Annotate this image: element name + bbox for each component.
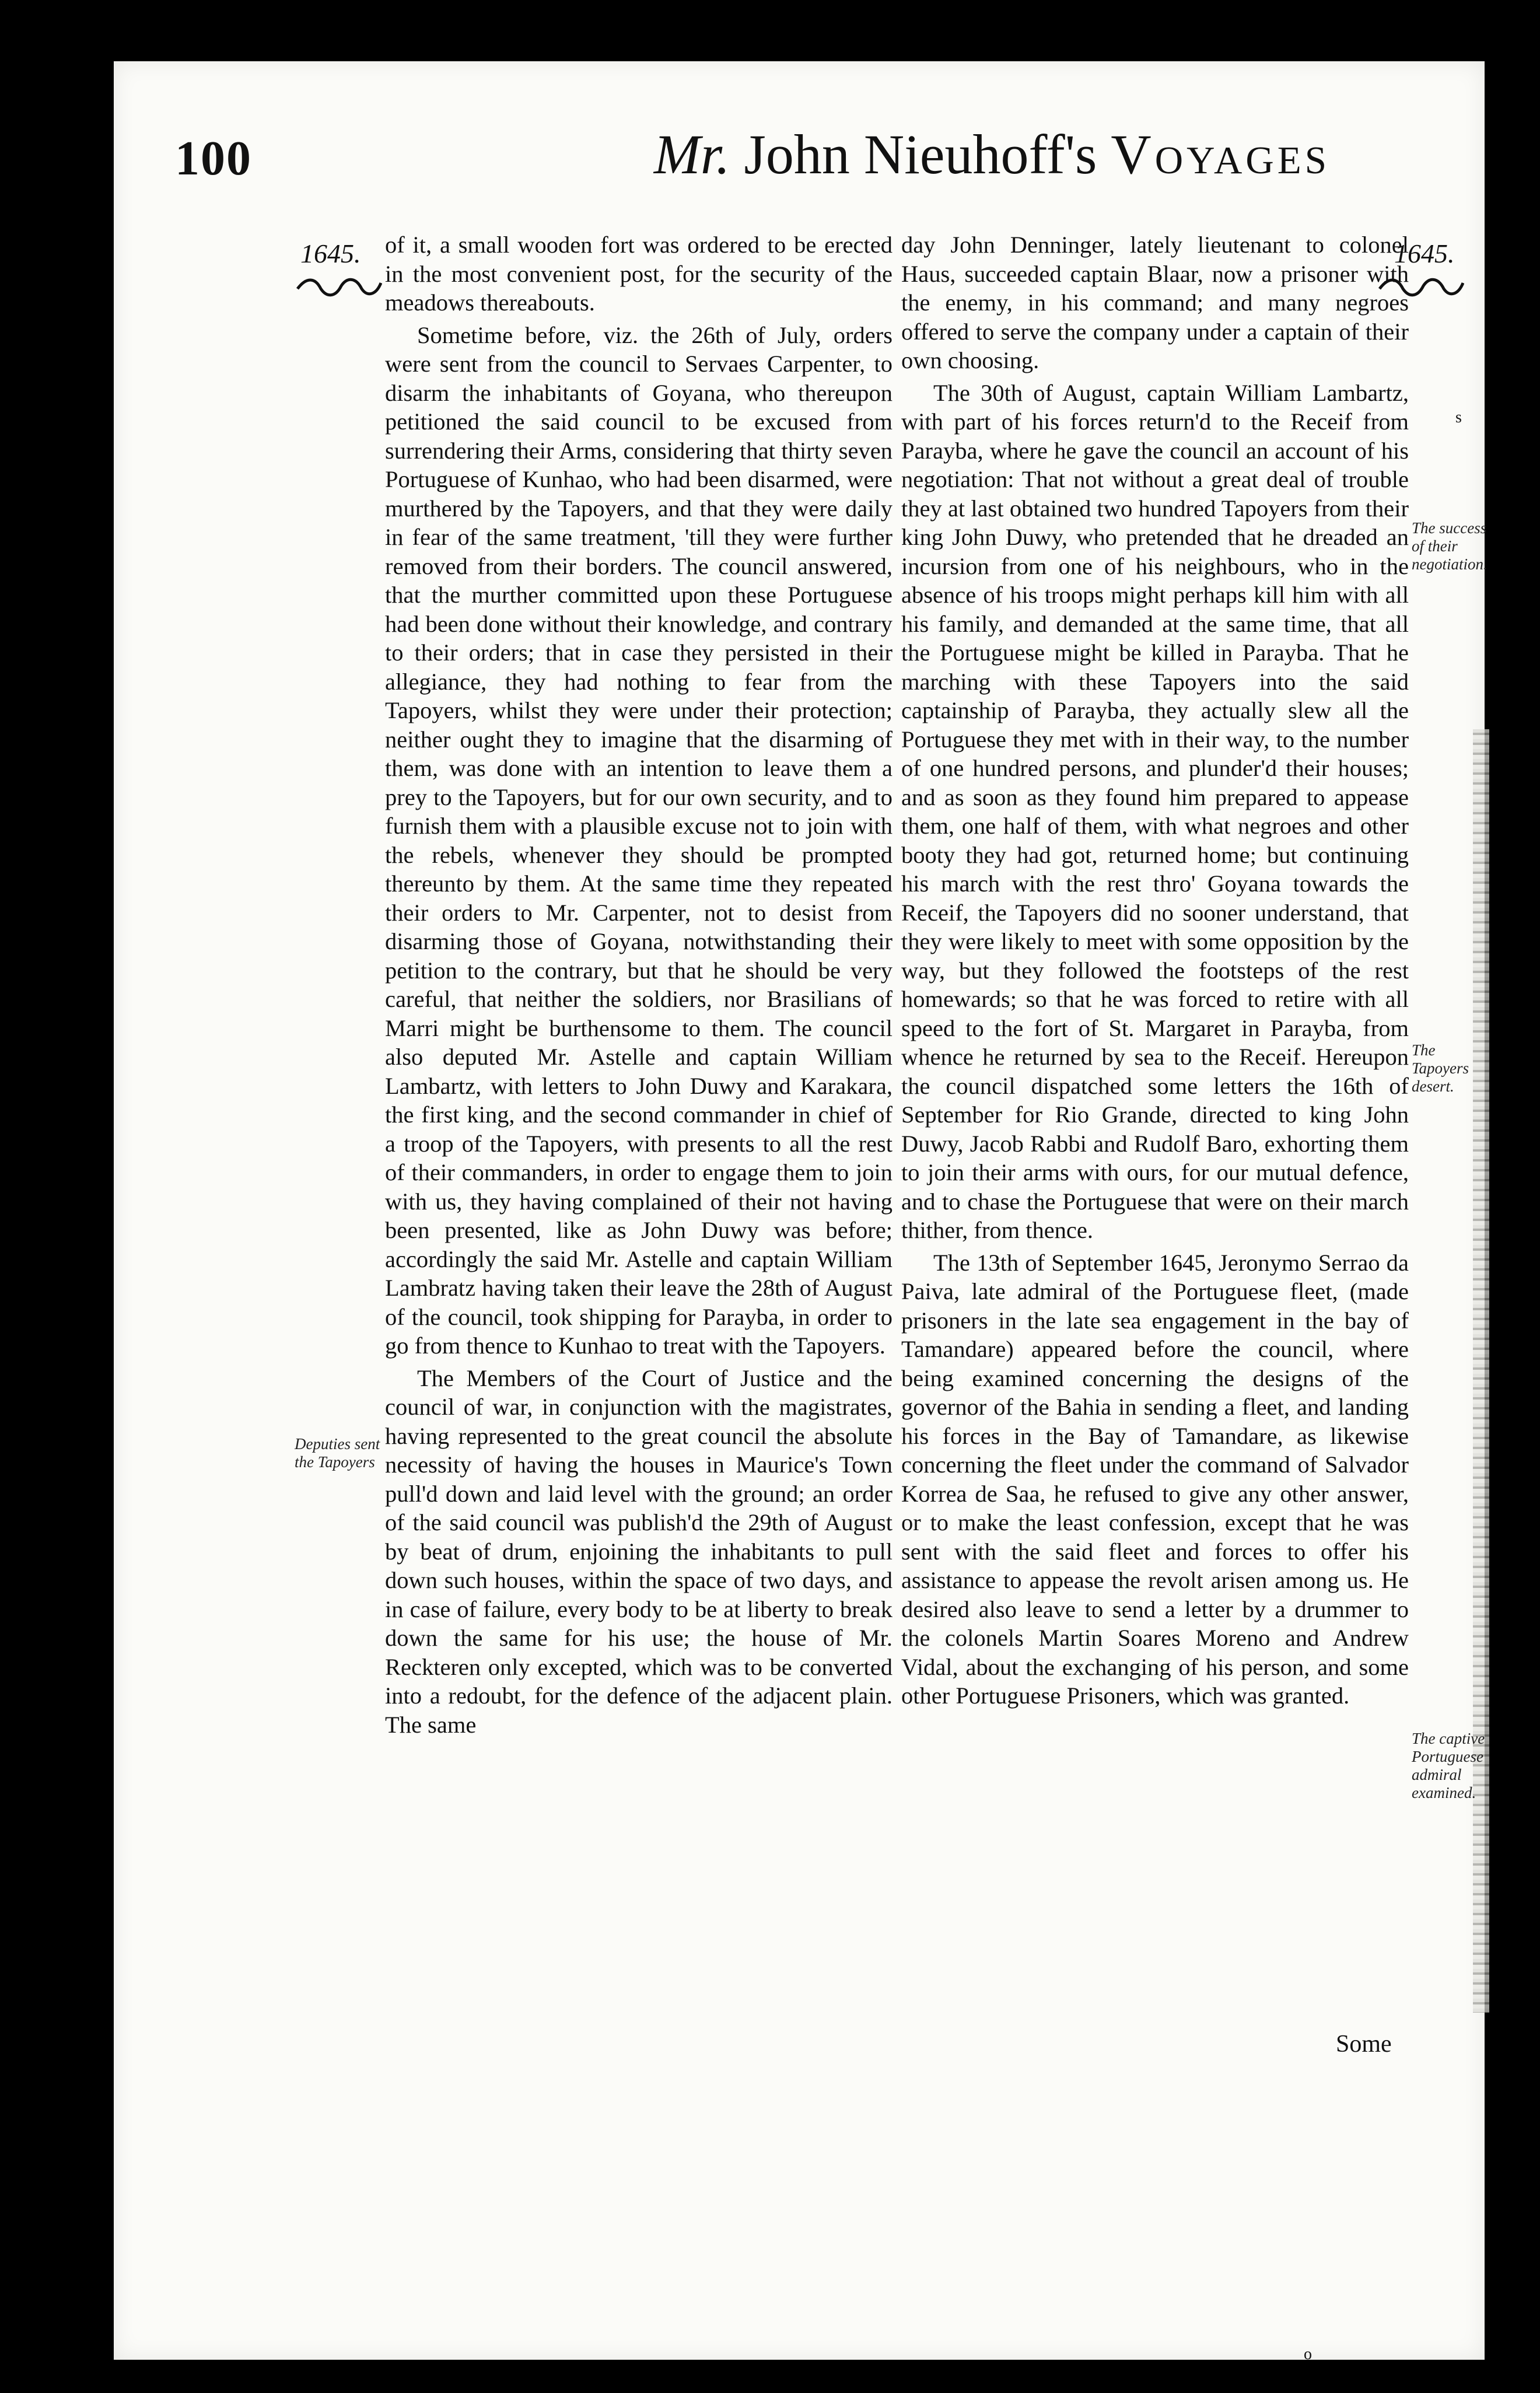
left-column (385, 230, 892, 1739)
margin-note-success: The success of their negotiation. (1412, 519, 1488, 573)
right-paragraph-3: The 13th of September 1645, Jeronymo Serrao da Paiva, late admiral of the Portuguese fleet, (made prisoners in the late sea engagement in the bay of Tamandare) appeared before the council, where being examined concerning the designs of the governor of the Bahia in sending a fleet, and landing his forces in the Bay of Tamandare, as likewise concerning the fleet under the command of Salvador Korrea de Saa, he refused to give any other answer, or to make the least confession, except that he was sent with the said fleet and forces to offer his assistance to appease the revolt arisen among us. He desired also leave to send a letter by a drummer to the colonels Martin Soares Moreno and Andrew Vidal, about the exchanging of his person, and some other Portuguese Prisoners, which was granted. (901, 1249, 1409, 1709)
side-year-left: 1645. (300, 239, 361, 268)
right-column (901, 230, 1409, 1710)
left-paragraph-2: Sometime before, viz. the 26th of July, orders were sent from the council to Servaes Carpenter, to disarm the inhabitants of Goyana, who thereupon petitioned the said council to be excused from surrendering their Arms, considering that thirty seven Portuguese of Kunhao, who had been disarmed, were murthered by the Tapoyers, and that they were daily in fear of the same treatment, 'till they were further removed from their borders. The council answered, that the murther committed upon these Portuguese had been done without their knowledge, and contrary to their orders; that in case they persisted in their allegiance, they had nothing to fear from the Tapoyers, whilst they were under their protection; neither ought they to imagine that the disarming of them, was done with an intention to leave them a prey to the Tapoyers, but for our own security, and to furnish them with a plausible excuse not to join with the rebels, whenever they should be prompted thereunto by them. At the same time they repeated their orders to Mr. Carpenter, not to desist from disarming those of Goyana, notwithstanding their petition to the contrary, but that he should be very careful, that neither the soldiers, nor Brasilians of Marri might be burthensome to them. The council also deputed Mr. Astelle and captain William Lambartz, with letters to John Duwy and Karakara, the first king, and the second commander in chief of a troop of the Tapoyers, with presents to all the rest of their commanders, in order to engage them to join with us, they having complained of their not having been presented, like as John Duwy was before; accordingly the said Mr. Astelle and captain William Lambratz having taken their leave the 28th of August of the council, took shipping for Parayba, in order to go from thence to Kunhao to treat with the Tapoyers. (385, 321, 892, 1359)
margin-note-admiral-examined: The captive Portuguese admiral examined. (1412, 1730, 1485, 1801)
running-title (654, 122, 1330, 187)
margin-note-deputies: Deputies sent the Tapoyers (295, 1435, 380, 1471)
right-paragraph-1: day John Denninger, lately lieutenant to colonel Haus, succeeded captain Blaar, now a prisoner with the enemy, in his command; and many negroes offered to serve the company under a captain of their own choosing. (901, 232, 1409, 373)
running-title-voyages: Voyages (1111, 123, 1330, 186)
ornament-left-icon (295, 274, 382, 298)
left-paragraph-3: The Members of the Court of Justice and the council of war, in conjunction with the magistrates, having represented to the great council the absolute necessity of having the houses in Maurice's Town pull'd down and laid level with the ground; an order of the said council was publish'd the 29th of August by beat of drum, enjoining the inhabitants to pull down such houses, within the space of two days, and in case of failure, every body to be at liberty to break down the same for his use; the house of Mr. Reckteren only excepted, which was to be converted into a redoubt, for the defence of the adjacent plain. The same (385, 1365, 892, 1738)
page-number: 100 (175, 131, 252, 186)
running-title-mr: Mr. (653, 123, 730, 186)
margin-note-tapoyers-desert: The Tapoyers desert. (1412, 1041, 1469, 1095)
running-title-main: John Nieuhoff's (744, 123, 1097, 186)
stray-mark-2: o (1304, 2345, 1312, 2363)
left-paragraph-1: of it, a small wooden fort was ordered to be erected in the most convenient post, for the security of the meadows thereabouts. (385, 232, 892, 316)
side-year-right: 1645. (1394, 239, 1455, 268)
catchword: Some (1336, 2031, 1392, 2058)
stray-mark-1: s (1455, 408, 1462, 426)
page-edge-bleed (1473, 729, 1489, 2013)
running-header (175, 99, 1400, 187)
right-paragraph-2: The 30th of August, captain William Lambartz, with part of his forces return'd to the Receif from Parayba, where he gave the council an account of his negotiation: That not without a great deal of trouble they at last obtained two hundred Tapoyers from their king John Duwy, who pretended that he dreaded an incursion from one of his neighbours, who in the absence of his troops might perhaps kill him with all his family, and demanded at the same time, that all the Portuguese might be killed in Parayba. That he marching with these Tapoyers into the said captainship of Parayba, they actually slew all the Portuguese they met with in their way, to the number of one hundred persons, and plunder'd their houses; and as soon as they found him prepared to appease them, one half of them, with what negroes and other booty they had got, returned home; but continuing his march with the rest thro' Goyana towards the Receif, the Tapoyers did no sooner understand, that they were likely to meet with some opposition by the way, but they followed the footsteps of the rest homewards; so that he was forced to retire with all speed to the fort of St. Margaret in Parayba, from whence he returned by sea to the Receif. Hereupon the council dispatched some letters the 16th of September for Rio Grande, directed to king John Duwy, Jacob Rabbi and Rudolf Baro, exhorting them to join their arms with ours, for our mutual defence, and to chase the Portuguese that were on their march thither, from thence. (901, 379, 1409, 1243)
